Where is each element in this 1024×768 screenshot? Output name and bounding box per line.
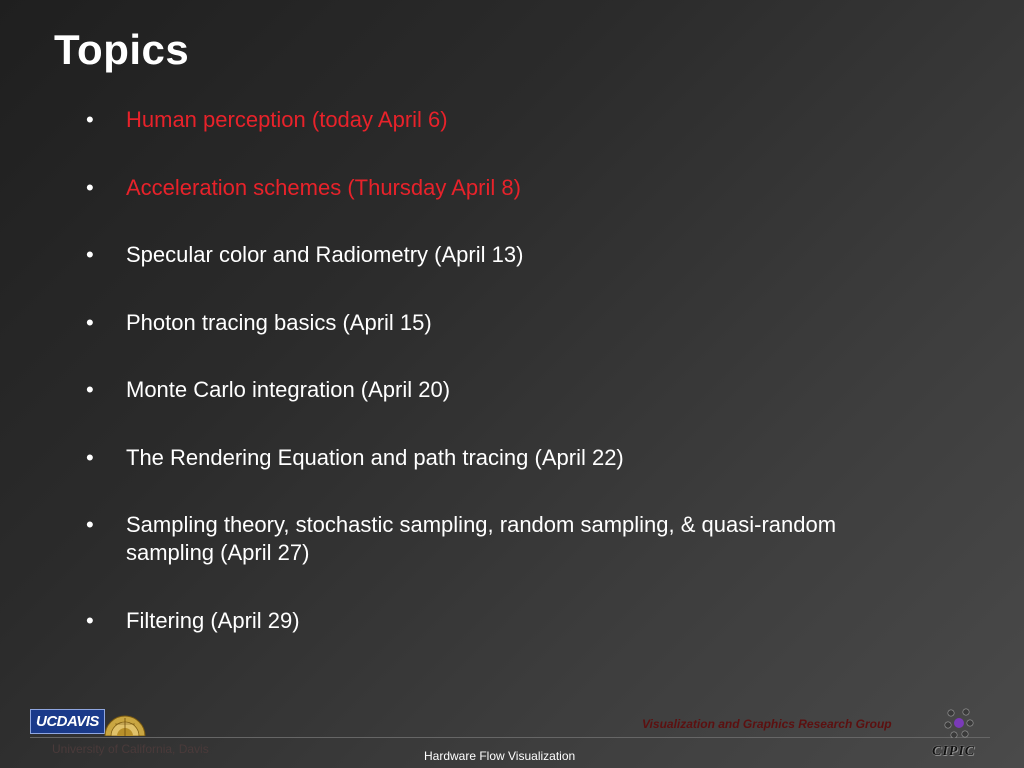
- topic-text: Filtering (April 29): [126, 607, 300, 633]
- topic-item: [86, 174, 926, 202]
- bullet-icon: •: [86, 242, 94, 267]
- topic-item: [86, 106, 926, 134]
- ucdavis-wordmark: UCDAVIS: [30, 709, 105, 734]
- topic-item: [86, 511, 926, 567]
- bullet-icon: •: [86, 174, 94, 200]
- university-name: University of California, Davis: [52, 742, 209, 756]
- bullet-icon: •: [86, 607, 94, 633]
- ucdavis-logo: [30, 706, 149, 736]
- university-seal-icon: [101, 706, 149, 736]
- topic-item: [86, 607, 926, 635]
- bullet-icon: •: [86, 107, 94, 132]
- bullet-icon: •: [86, 444, 94, 470]
- bullet-icon: •: [86, 512, 94, 537]
- research-group-name: Visualization and Graphics Research Group: [642, 717, 892, 731]
- cipic-logo-text: CIPIC: [932, 744, 976, 759]
- molecule-logo-icon: [944, 708, 974, 738]
- footer-divider: [30, 737, 990, 738]
- topic-item: [86, 309, 926, 337]
- topic-text: The Rendering Equation and path tracing (April 22): [126, 444, 624, 470]
- topic-item: [86, 376, 926, 404]
- slide-title: Topics: [54, 26, 190, 73]
- topic-text: Acceleration schemes (Thursday April 8): [126, 174, 521, 200]
- topic-text: Sampling theory, stochastic sampling, random sampling, & quasi-random sampling (April 27): [126, 512, 837, 565]
- presentation-title: Hardware Flow Visualization: [424, 749, 576, 763]
- bullet-icon: •: [86, 309, 94, 335]
- bullet-icon: •: [86, 377, 94, 402]
- topic-text: Specular color and Radiometry (April 13): [126, 242, 524, 267]
- topic-text: Monte Carlo integration (April 20): [126, 377, 451, 402]
- topic-text: Photon tracing basics (April 15): [126, 309, 432, 335]
- topic-text: Human perception (today April 6): [126, 107, 448, 132]
- topic-list: [86, 106, 926, 674]
- topic-item: [86, 241, 926, 269]
- topic-item: [86, 444, 926, 472]
